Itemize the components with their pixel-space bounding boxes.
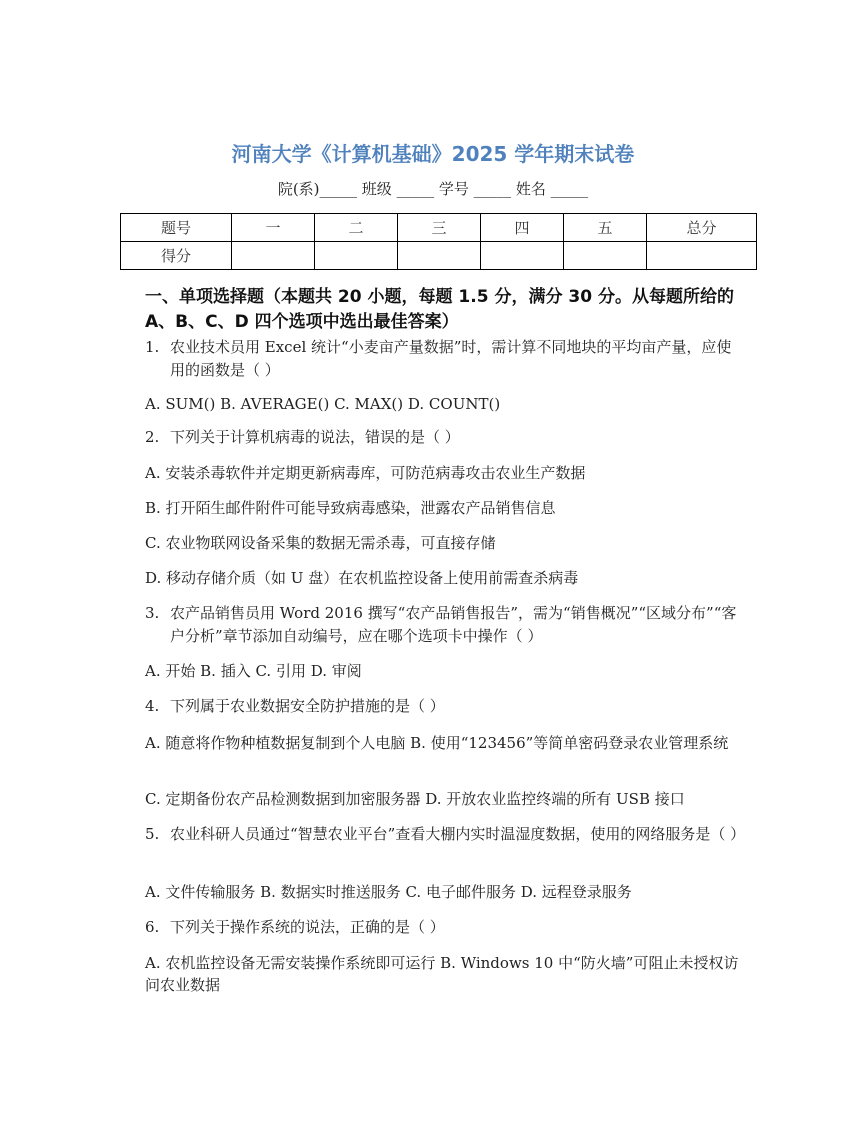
question-number: 1. [145, 338, 160, 356]
question-text: 农产品销售员用 Word 2016 撰写“农产品销售报告”，需为“销售概况”“区域分布”“客户分析”章节添加自动编号，应在哪个选项卡中操作（ ） [170, 604, 737, 645]
question-number: 4. [145, 697, 160, 715]
score-cell [232, 242, 315, 270]
option-d: D. 移动存储介质（如 U 盘）在农机监控设备上使用前需查杀病毒 [145, 569, 579, 587]
score-cell [564, 242, 647, 270]
option-c: C. 农业物联网设备采集的数据无需杀毒，可直接存储 [145, 534, 496, 552]
question-2 [145, 426, 745, 449]
question-number: 6. [145, 918, 160, 936]
question-options: A. 文件传输服务 B. 数据实时推送服务 C. 电子邮件服务 D. 远程登录服务 [145, 883, 632, 901]
score-cell [481, 242, 564, 270]
question-number: 5. [145, 825, 160, 843]
score-cell [647, 242, 757, 270]
question-text: 下列关于操作系统的说法，正确的是（ ） [170, 918, 445, 936]
exam-title: 河南大学《计算机基础》2025 学年期末试卷 [231, 142, 635, 166]
option-b: B. 打开陌生邮件附件可能导致病毒感染，泄露农产品销售信息 [145, 499, 556, 517]
score-table-header-row [121, 214, 757, 242]
question-3 [145, 602, 745, 648]
table-header-cell: 总分 [647, 214, 757, 242]
question-6 [145, 916, 745, 939]
question-options: A. 开始 B. 插入 C. 引用 D. 审阅 [145, 662, 362, 680]
table-header-cell: 四 [481, 214, 564, 242]
table-header-cell: 一 [232, 214, 315, 242]
question-text: 农业科研人员通过“智慧农业平台”查看大棚内实时温湿度数据，使用的网络服务是（ ） [170, 825, 746, 843]
options-c-d: C. 定期备份农产品检测数据到加密服务器 D. 开放农业监控终端的所有 USB 接口 [145, 790, 685, 808]
score-table [120, 213, 757, 270]
question-number: 3. [145, 604, 160, 622]
question-number: 2. [145, 428, 160, 446]
row-label: 得分 [121, 242, 232, 270]
table-header-cell: 题号 [121, 214, 232, 242]
question-text: 下列属于农业数据安全防护措施的是（ ） [170, 697, 445, 715]
question-text: 农业技术员用 Excel 统计“小麦亩产量数据”时，需计算不同地块的平均亩产量，应使用的函数是（ ） [170, 338, 732, 379]
options-a-b: A. 农机监控设备无需安装操作系统即可运行 B. Windows 10 中“防火墙”可阻止未授权访问农业数据 [145, 954, 739, 994]
score-cell [315, 242, 398, 270]
question-5 [145, 823, 745, 846]
question-options: A. SUM() B. AVERAGE() C. MAX() D. COUNT() [145, 395, 501, 413]
table-header-cell: 三 [398, 214, 481, 242]
question-4 [145, 695, 745, 718]
score-cell [398, 242, 481, 270]
option-a: A. 安装杀毒软件并定期更新病毒库，可防范病毒攻击农业生产数据 [145, 464, 586, 482]
score-table-score-row [121, 242, 757, 270]
student-info-line: 院(系)_____ 班级 _____ 学号 _____ 姓名 _____ [277, 180, 589, 198]
question-text: 下列关于计算机病毒的说法，错误的是（ ） [170, 428, 460, 446]
table-header-cell: 五 [564, 214, 647, 242]
section-heading: 一、单项选择题（本题共 20 小题，每题 1.5 分，满分 30 分。从每题所给的 A、B、C、D 四个选项中选出最佳答案） [145, 287, 734, 332]
options-a-b: A. 随意将作物种植数据复制到个人电脑 B. 使用“123456”等简单密码登录农业管理系统 [145, 734, 729, 752]
question-1 [145, 336, 745, 382]
table-header-cell: 二 [315, 214, 398, 242]
